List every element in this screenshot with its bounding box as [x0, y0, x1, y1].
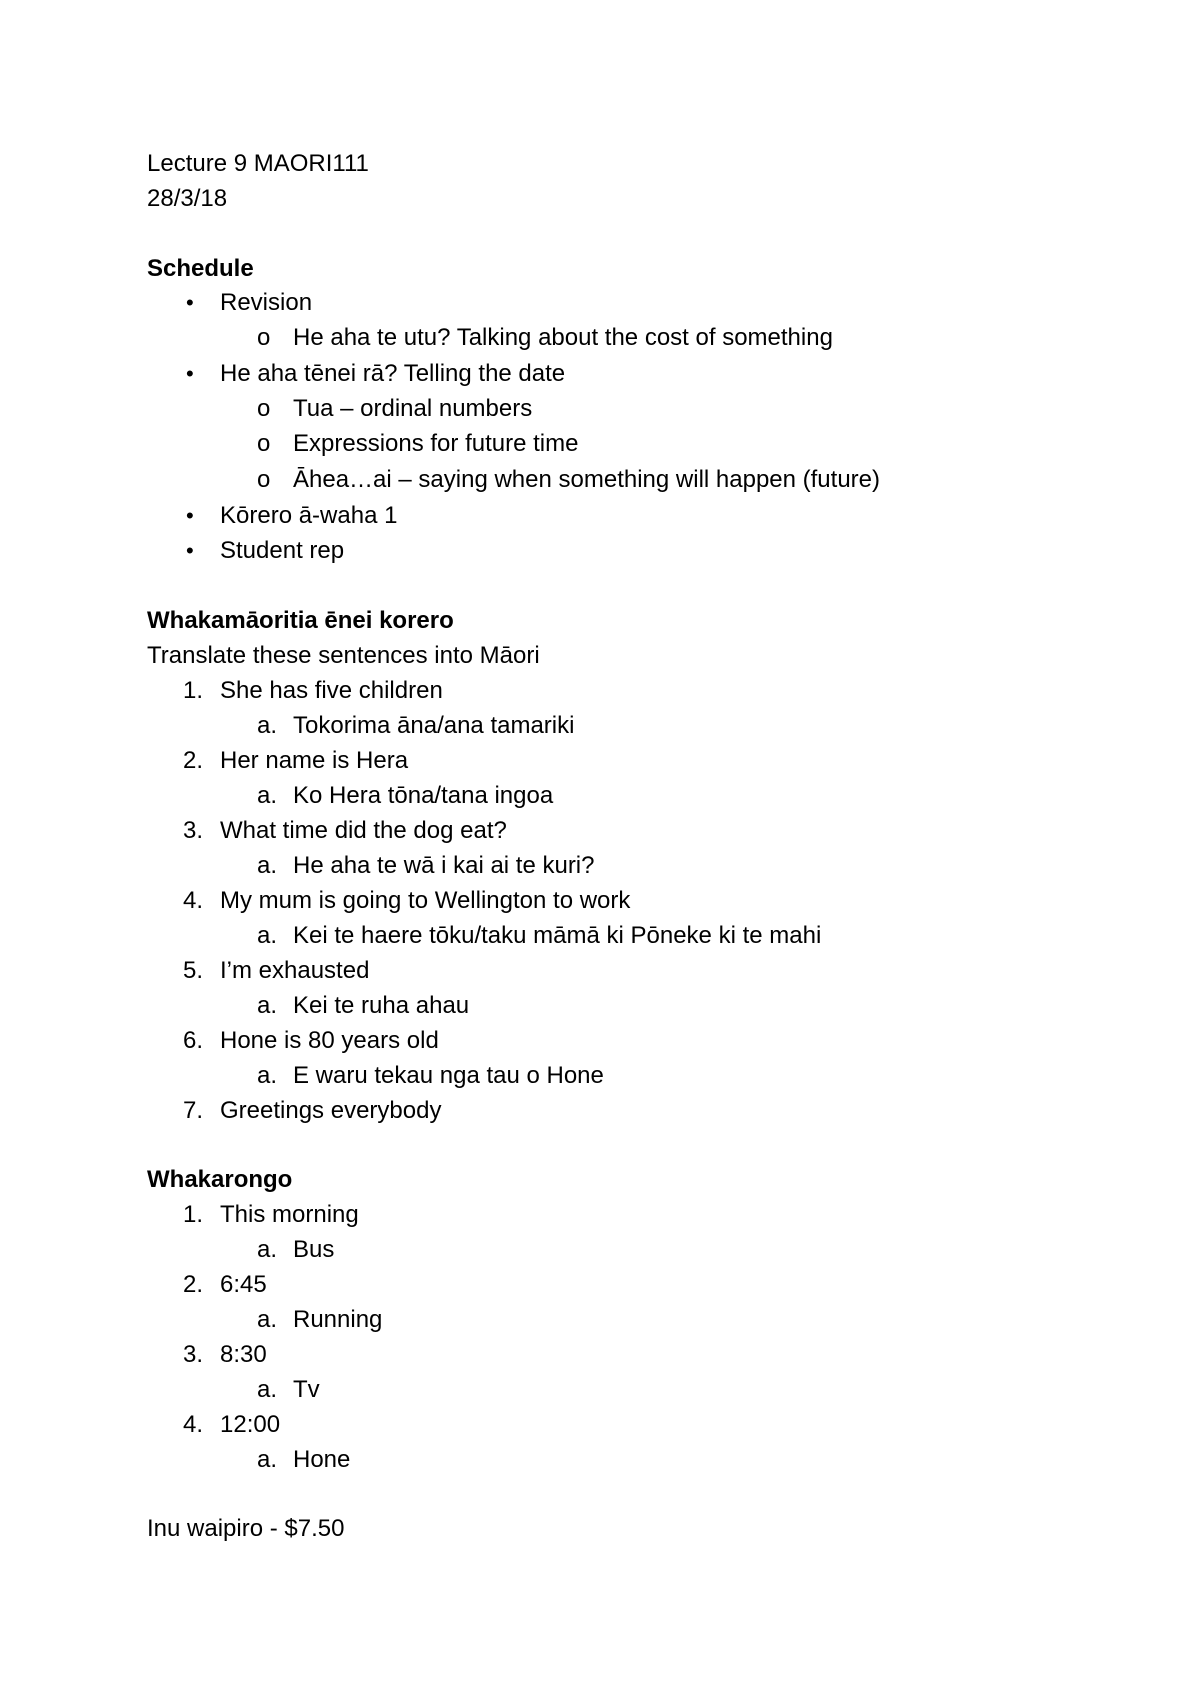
list-item-text: 6:45: [220, 1271, 267, 1298]
list-item-text: My mum is going to Wellington to work: [220, 887, 631, 914]
list-subitem-text: Kei te haere tōku/taku māmā ki Pōneke ki te mahi: [293, 922, 822, 949]
footer-note: Inu waipiro - $7.50: [147, 1515, 345, 1542]
bullet-mark: •: [186, 538, 194, 563]
schedule-item-text: Revision: [220, 289, 313, 316]
list-item-text: She has five children: [220, 677, 443, 704]
list-number: 1.: [183, 1201, 204, 1228]
bullet-mark: •: [186, 290, 194, 315]
sub-bullet-mark: o: [257, 466, 271, 493]
schedule-item-text: Kōrero ā-waha 1: [220, 502, 398, 529]
list-number: 6.: [183, 1027, 204, 1054]
list-number: 3.: [183, 1341, 204, 1368]
list-number: 4.: [183, 1411, 204, 1438]
schedule-heading: Schedule: [147, 255, 254, 282]
list-item-text: I’m exhausted: [220, 957, 370, 984]
list-number: 2.: [183, 1271, 204, 1298]
list-item-text: 12:00: [220, 1411, 281, 1438]
list-item-text: Her name is Hera: [220, 747, 409, 774]
sub-letter: a.: [257, 1376, 278, 1403]
schedule-subitem-text: Tua – ordinal numbers: [293, 395, 533, 422]
sub-letter: a.: [257, 782, 278, 809]
lecture-date: 28/3/18: [147, 185, 228, 212]
schedule-subitem-text: He aha te utu? Talking about the cost of something: [293, 324, 833, 351]
list-subitem-text: Kei te ruha ahau: [293, 992, 470, 1019]
list-item-text: Hone is 80 years old: [220, 1027, 439, 1054]
bullet-mark: •: [186, 361, 194, 386]
list-subitem-text: Tokorima āna/ana tamariki: [293, 712, 575, 739]
sub-letter: a.: [257, 1446, 278, 1473]
sub-letter: a.: [257, 1236, 278, 1263]
list-item-text: This morning: [220, 1201, 359, 1228]
bullet-mark: •: [186, 503, 194, 528]
listening-heading: Whakarongo: [147, 1166, 293, 1193]
schedule-subitem-text: Expressions for future time: [293, 430, 579, 457]
sub-letter: a.: [257, 1062, 278, 1089]
list-number: 4.: [183, 887, 204, 914]
list-item-text: What time did the dog eat?: [220, 817, 507, 844]
sub-letter: a.: [257, 852, 278, 879]
list-subitem-text: Tv: [293, 1376, 320, 1403]
translate-heading: Whakamāoritia ēnei korero: [147, 607, 454, 634]
sub-letter: a.: [257, 992, 278, 1019]
list-number: 5.: [183, 957, 204, 984]
list-subitem-text: He aha te wā i kai ai te kuri?: [293, 852, 595, 879]
translate-instruction: Translate these sentences into Māori: [147, 642, 540, 669]
list-number: 7.: [183, 1097, 204, 1124]
sub-bullet-mark: o: [257, 395, 271, 422]
sub-letter: a.: [257, 712, 278, 739]
sub-bullet-mark: o: [257, 324, 271, 351]
sub-letter: a.: [257, 1306, 278, 1333]
lecture-title: Lecture 9 MAORI111: [147, 150, 369, 177]
list-number: 2.: [183, 747, 204, 774]
sub-letter: a.: [257, 922, 278, 949]
list-number: 3.: [183, 817, 204, 844]
list-subitem-text: Ko Hera tōna/tana ingoa: [293, 782, 554, 809]
list-subitem-text: Bus: [293, 1236, 335, 1263]
schedule-item-text: He aha tēnei rā? Telling the date: [220, 360, 566, 387]
schedule-subitem-text: Āhea…ai – saying when something will happen (future): [293, 466, 881, 493]
sub-bullet-mark: o: [257, 430, 271, 457]
list-subitem-text: Hone: [293, 1446, 351, 1473]
list-item-text: 8:30: [220, 1341, 267, 1368]
list-number: 1.: [183, 677, 204, 704]
list-subitem-text: Running: [293, 1306, 383, 1333]
list-item-text: Greetings everybody: [220, 1097, 442, 1124]
schedule-item-text: Student rep: [220, 537, 345, 564]
list-subitem-text: E waru tekau nga tau o Hone: [293, 1062, 604, 1089]
